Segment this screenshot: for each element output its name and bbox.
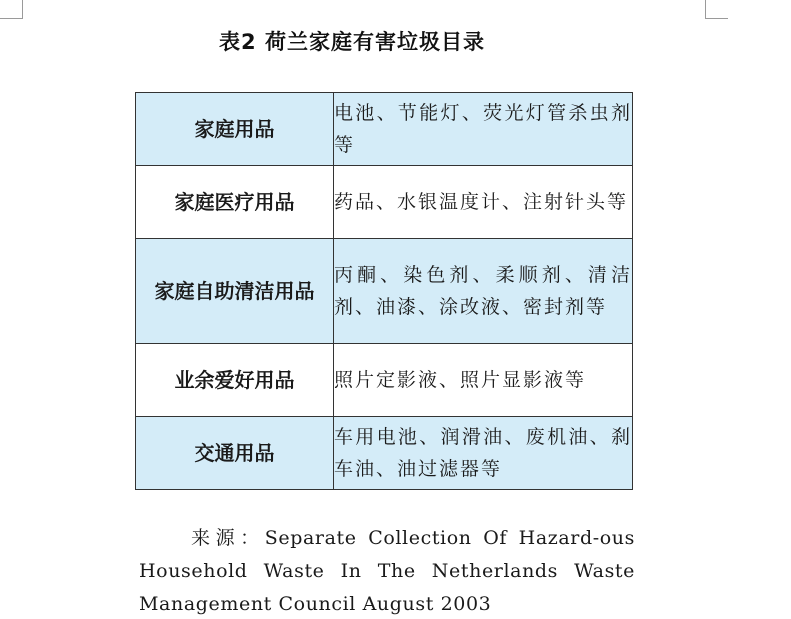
- source-note: 来源：Separate Collection Of Hazard-ous Household Waste In The Netherlands Waste Management Council August 2003: [139, 527, 635, 615]
- category-cell: 家庭用品: [136, 93, 334, 166]
- category-cell: 家庭医疗用品: [136, 166, 334, 239]
- table-title: 表2 荷兰家庭有害垃圾目录: [219, 30, 485, 54]
- items-cell: 电池、节能灯、荧光灯管杀虫剂等: [334, 93, 633, 166]
- category-cell: 交通用品: [136, 417, 334, 490]
- items-cell: 药品、水银温度计、注射针头等: [334, 166, 633, 239]
- hazardous-waste-table: [135, 92, 633, 490]
- category-cell: 家庭自助清洁用品: [136, 239, 334, 344]
- category-cell: 业余爱好用品: [136, 344, 334, 417]
- items-cell: 照片定影液、照片显影液等: [334, 344, 633, 417]
- items-cell: 车用电池、润滑油、废机油、刹车油、油过滤器等: [334, 417, 633, 490]
- table-row: [136, 239, 633, 344]
- table-row: [136, 166, 633, 239]
- table-row: [136, 344, 633, 417]
- table-row: [136, 93, 633, 166]
- page-corner-mark-right: [705, 0, 728, 19]
- items-cell: 丙酮、染色剂、柔顺剂、清洁剂、油漆、涂改液、密封剂等: [334, 239, 633, 344]
- table-row: [136, 417, 633, 490]
- page-corner-mark-left: [0, 0, 23, 19]
